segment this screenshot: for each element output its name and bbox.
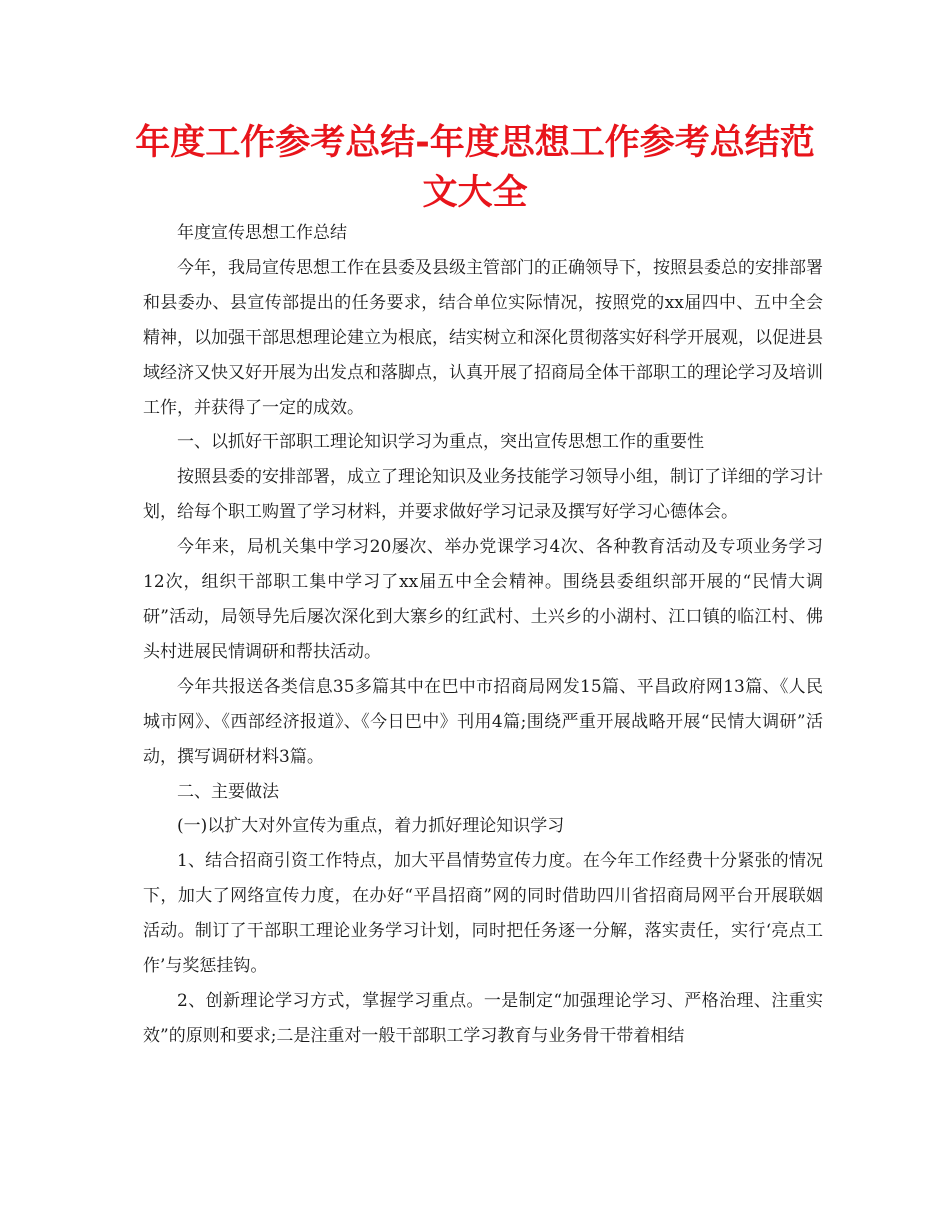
paragraph: 1、结合招商引资工作特点，加大平昌情势宣传力度。在今年工作经费十分紧张的情况下，加大了网络宣传力度，在办好“平昌招商”网的同时借助四川省招商局网平台开展联姻活动。制订了干部职工理论业务学习计划，同时把任务逐一分解，落实责任，实行‘亮点工作’与奖惩挂钩。 <box>143 851 823 977</box>
paragraph: 按照县委的安排部署，成立了理论知识及业务技能学习领导小组，制订了详细的学习计划，给每个职工购置了学习材料，并要求做好学习记录及撰写好学习心德体会。 <box>143 467 823 523</box>
paragraph-intro: 今年，我局宣传思想工作在县委及县级主管部门的正确领导下，按照县委总的安排部署和县委办、县宣传部提出的任务要求，结合单位实际情况，按照党的xx届四中、五中全会精神，以加强干部思想理论建立为根底，结实树立和深化贯彻落实好科学开展观，以促进县域经济又快又好开展为出发点和落脚点，认真开展了招商局全体干部职工的理论学习及培训工作，并获得了一定的成效。 <box>143 257 823 418</box>
document-body <box>143 216 823 1054</box>
paragraph-section-heading: 年度宣传思想工作总结 <box>177 223 347 243</box>
paragraph-heading-1: 一、以抓好干部职工理论知识学习为重点，突出宣传思想工作的重要性 <box>177 432 704 453</box>
paragraph: 2、创新理论学习方式，掌握学习重点。一是制定“加强理论学习、严格治理、注重实效”的原则和要求;二是注重对一般干部职工学习教育与业务骨干带着相结 <box>143 990 823 1046</box>
paragraph: 今年共报送各类信息35多篇其中在巴中市招商局网发15篇、平昌政府网13篇、《人民城市网》、《西部经济报道》、《今日巴中》刊用4篇;围绕严重开展战略开展“民情大调研”活动，撰写调研材料3篇。 <box>143 676 823 767</box>
paragraph-subheading: (一)以扩大对外宣传为重点，着力抓好理论知识学习 <box>177 816 565 837</box>
paragraph: 今年来，局机关集中学习20屡次、举办党课学习4次、各种教育活动及专项业务学习12次，组织干部职工集中学习了xx届五中全会精神。围绕县委组织部开展的“民情大调研”活动，局领导先后屡次深化到大寨乡的红武村、土兴乡的小湖村、江口镇的临江村、佛头村进展民情调研和帮扶活动。 <box>143 537 823 662</box>
paragraph-heading-2: 二、主要做法 <box>177 781 279 802</box>
document-title: 年度工作参考总结-年度思想工作参考总结范文大全 <box>135 123 815 213</box>
